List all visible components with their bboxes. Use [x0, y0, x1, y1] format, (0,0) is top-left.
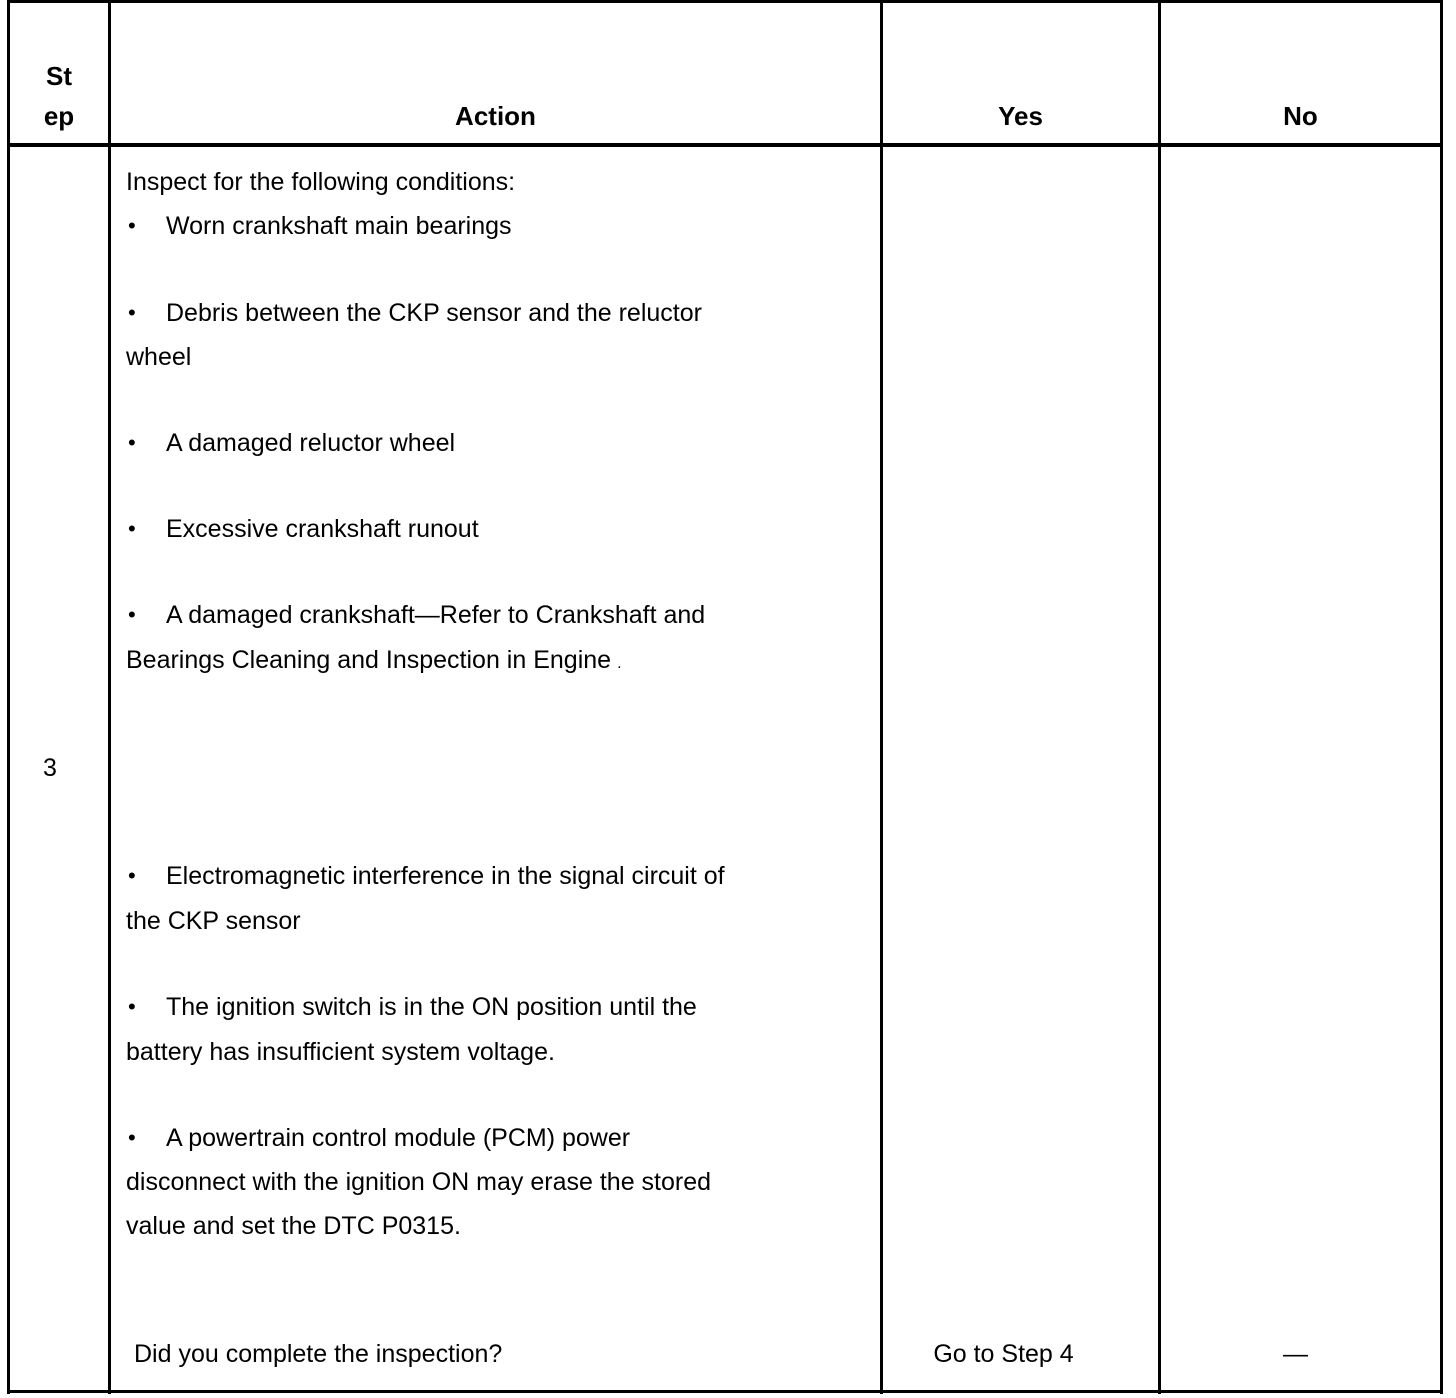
bullet-icon: •	[128, 213, 136, 238]
header-yes: Yes	[998, 101, 1043, 131]
action-question: Did you complete the inspection?	[134, 1340, 503, 1368]
condition-text: Worn crankshaft main bearings	[166, 212, 512, 240]
table-border-left	[7, 0, 10, 1394]
reference-period: .	[617, 655, 622, 672]
condition-text: A damaged crankshaft—Refer to Crankshaft and	[166, 601, 706, 629]
condition-text: A powertrain control module (PCM) power	[166, 1124, 631, 1152]
condition-text-continued	[126, 638, 622, 686]
bullet-icon: •	[128, 863, 136, 888]
header-step-line1: St	[46, 61, 72, 91]
condition-text: A damaged reluctor wheel	[166, 429, 456, 457]
condition-text: Excessive crankshaft runout	[166, 515, 479, 543]
bullet-icon: •	[128, 430, 136, 455]
bullet-icon: •	[128, 994, 136, 1019]
column-divider-yes-no	[1158, 0, 1161, 1394]
table-border-right	[1440, 0, 1443, 1394]
header-divider	[7, 143, 1443, 147]
bullet-icon: •	[128, 1125, 136, 1150]
column-divider-step-action	[108, 0, 111, 1394]
column-divider-action-yes	[880, 0, 883, 1394]
condition-text-continued: value and set the DTC P0315.	[126, 1212, 461, 1240]
action-intro: Inspect for the following conditions:	[126, 168, 516, 196]
condition-text: The ignition switch is in the ON position until the	[166, 993, 697, 1021]
no-result: —	[1283, 1340, 1308, 1368]
condition-text: Electromagnetic interference in the signal circuit of	[166, 862, 725, 890]
header-action: Action	[455, 101, 536, 131]
condition-text-continued: battery has insufficient system voltage.	[126, 1038, 555, 1066]
table-border-top	[7, 0, 1443, 3]
condition-text: Debris between the CKP sensor and the reluctor	[166, 299, 702, 327]
bullet-icon: •	[128, 602, 136, 627]
condition-text-continued: the CKP sensor	[126, 907, 301, 935]
header-step	[10, 56, 108, 136]
step-number: 3	[43, 754, 57, 782]
yes-result: Go to Step 4	[933, 1340, 1074, 1368]
bullet-icon: •	[128, 516, 136, 541]
header-no: No	[1283, 101, 1318, 131]
table-border-bottom	[7, 1390, 1443, 1393]
reference-text: Bearings Cleaning and Inspection in Engine	[126, 646, 612, 674]
bullet-icon: •	[128, 300, 136, 325]
header-step-line2: ep	[43, 101, 75, 131]
condition-text-continued: disconnect with the ignition ON may erase the stored	[126, 1168, 712, 1196]
condition-text-continued: wheel	[126, 343, 192, 371]
